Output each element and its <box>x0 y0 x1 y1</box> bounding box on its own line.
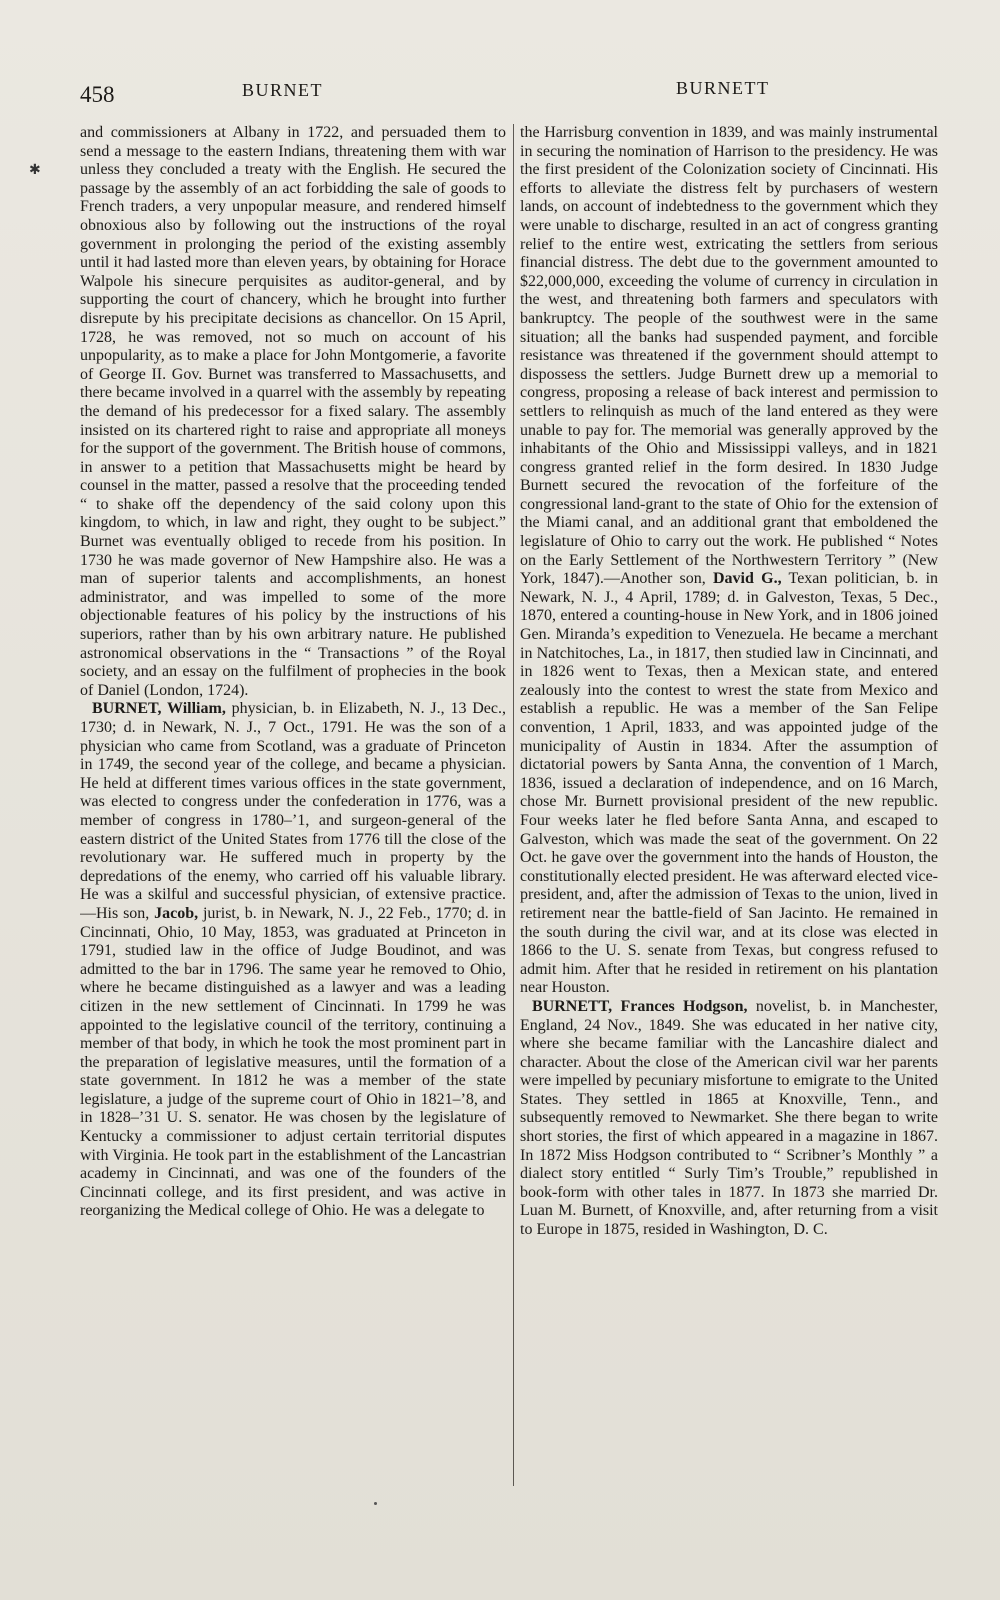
entry-heading: BURNET, William, <box>92 700 226 718</box>
subentry-text: jurist, b. in Newark, N. J., 22 Feb., 1770; d. in Cincinnati, Ohio, 10 May, 1853, was graduated at Princeton in 1791, studied law in the office of Judge Boudinot, and was admitted to the bar in 1796. The same year he removed to Ohio, where he became distinguished as a lawyer and was a leading citizen in the new settlement of Cincinnati. In 1799 he was appointed to the legislative council of the territory, continuing a member of that body, in which he took the most prominent part in the preparation of legislative measures, until the formation of a state government. In 1812 he was a member of the state legislature, a judge of the supreme court of Ohio in 1821–’8, and in 1828–’31 U. S. senator. He was chosen by the legislature of Kentucky a commissioner to adjust certain territorial disputes with Virginia. He took part in the establishment of the Lancastrian academy in Cincinnati, and was one of the founders of the Cincinnati college, and its first president, and was active in reorganizing the Medical college of Ohio. He was a delegate to <box>80 904 506 1220</box>
subentry-text: Texan politician, b. in Newark, N. J., 4 April, 1789; d. in Galveston, Texas, 5 Dec., 1870, entered a counting-house in New York, and in 1806 joined Gen. Miranda’s expedition to Venezuela. He became a merchant in Natchitoches, La., in 1817, then studied law in Cincinnati, and in 1826 went to Texas, then a Mexican state, and entered zealously into the contest to wrest the state from Mexico and establish a republic. He was a member of the San Felipe convention, 1 April, 1833, and was appointed judge of the municipality of Austin in 1834. After the assumption of dictatorial powers by Santa Anna, the convention of 1 March, 1836, issued a declaration of independence, and on 16 March, chose Mr. Burnett provisional president of the new republic. Four weeks later he fled before Santa Anna, and escaped to Galveston, which was made the seat of the government. On 22 Oct. he gave over the government into the hands of Houston, the constitutionally elected president. He was afterward elected vice-president, and, after the admission of Texas to the union, lived in retirement near the battle-field of San Jacinto. He remained in the south during the civil war, and at its close was elected in 1866 to the U. S. senate from Texas, but congress refused to admit him. After that he resided in retirement on his plantation near Houston. <box>520 570 938 997</box>
entry-william-burnet <box>80 700 506 1221</box>
right-running-head: BURNETT <box>676 78 770 98</box>
entry-text: novelist, b. in Manchester, England, 24 Nov., 1849. She was educated in her native city, where she became familiar with the Lancashire dialect and character. About the close of the American civil war her parents were impelled by pecuniary misfortune to emigrate to the United States. They settled in 1865 at Knoxville, Tenn., and subsequently removed to Newmarket. She there began to write short stories, the first of which appeared in a magazine in 1867. In 1872 Miss Hodgson contributed to “ Scribner’s Monthly ” a dialect story entitled “ Surly Tim’s Trouble,” republished in book-form with other tales in 1877. In 1873 she married Dr. Luan M. Burnett, of Knoxville, and, after returning from a visit to Europe in 1875, resided in Washington, D. C. <box>520 997 938 1239</box>
right-column <box>520 124 938 1486</box>
left-column <box>80 124 506 1486</box>
continuation-text: the Harrisburg convention in 1839, and was mainly instrumental in securing the nomination of Harrison to the presidency. He was the first president of the Colonization society of Cincinnati. His efforts to alleviate the distress felt by purchasers of western lands, on account of indebtedness to the government which they were unable to discharge, resulted in an act of congress granting relief to the entire west, extricating the settlers from serious financial distress. The debt due to the government amounted to $22,000,000, exceeding the volume of currency in circulation in the west, and threatening both farmers and speculators with bankruptcy. The people of the southwest were in the same situation; all the banks had suspended payment, and forcible resistance was threatened if the government should attempt to dispossess the settlers. Judge Burnett drew up a memorial to congress, proposing a release of back interest and permission to settlers to relinquish as much of the land entered as they were unable to pay for. The memorial was generally approved by the inhabitants of the Ohio and Mississippi valleys, and in 1821 congress granted relief in the form desired. In 1830 Judge Burnett secured the revocation of the forfeiture of the congressional land-grant to the state of Ohio for the extension of the Miami canal, and an additional grant that emboldened the legislature of Ohio to carry out the work. He published “ Notes on the Early Settlement of the Northwestern Territory ” (New York, 1847).—Another son, <box>520 124 938 588</box>
entry-text: physician, b. in Elizabeth, N. J., 13 Dec., 1730; d. in Newark, N. J., 7 Oct., 1791. He was the son of a physician who came from Scotland, was a graduate of Princeton in 1749, the second year of the college, and became a physician. He held at different times various offices in the state government, was elected to congress under the confederation in 1776, was a member of congress in 1780–’1, and surgeon-general of the eastern district of the United States from 1776 till the close of the revolutionary war. He suffered much in property by the depredations of the enemy, who carried off his valuable library. He was a skilful and successful physician, of extensive practice.—His son, <box>80 700 506 922</box>
margin-mark: ✱ <box>29 163 41 178</box>
entry-heading: BURNETT, Frances Hodgson, <box>532 997 748 1015</box>
paragraph-continuation: and commissioners at Albany in 1722, and persuaded them to send a message to the eastern Indians, threatening them with war unless they concluded a treaty with the English. He secured the passage by the assembly of an act forbidding the sale of goods to French traders, a very unpopular measure, and rendered himself obnoxious also by following out the instructions of the royal government in prolonging the period of the existing assembly until it had lasted more than eleven years, by obtaining for Horace Walpole his sinecure perquisites as auditor-general, and by supporting the court of chancery, which he brought into further disrepute by his precipitate decisions as chancellor. On 15 April, 1728, he was removed, not so much on account of his unpopularity, as to make a place for John Montgomerie, a favorite of George II. Gov. Burnet was transferred to Massachusetts, and there became involved in a quarrel with the assembly by repeating the demand of his predecessor for a fixed salary. The assembly insisted on its chartered right to raise and appropriate all moneys for the support of the government. The British house of commons, in answer to a petition that Massachusetts might be heard by counsel in the matter, passed a resolve that the proceeding tended “ to shake off the dependency of the said colony upon this kingdom, to which, in law and right, they ought to be subject.” Burnet was eventually obliged to recede from his position. In 1730 he was made governor of New Hampshire also. He was a man of superior talents and accomplishments, an honest administrator, and was impelled to some of the more objectionable features of his policy by the instructions of his superiors, rather than by his own arbitrary nature. He published astronomical observations in the “ Transactions ” of the Royal society, and an essay on the fulfilment of prophecies in the book of Daniel (London, 1724). <box>80 124 506 699</box>
column-divider <box>513 124 514 1486</box>
page-number: 458 <box>80 82 115 107</box>
paragraph-continuation <box>520 124 938 998</box>
subentry-heading: David G., <box>713 570 782 588</box>
page-header <box>0 78 1000 112</box>
page-speck <box>374 1502 377 1505</box>
entry-frances-burnett <box>520 998 938 1240</box>
subentry-heading: Jacob, <box>154 904 199 922</box>
left-running-head: BURNET <box>242 80 323 100</box>
